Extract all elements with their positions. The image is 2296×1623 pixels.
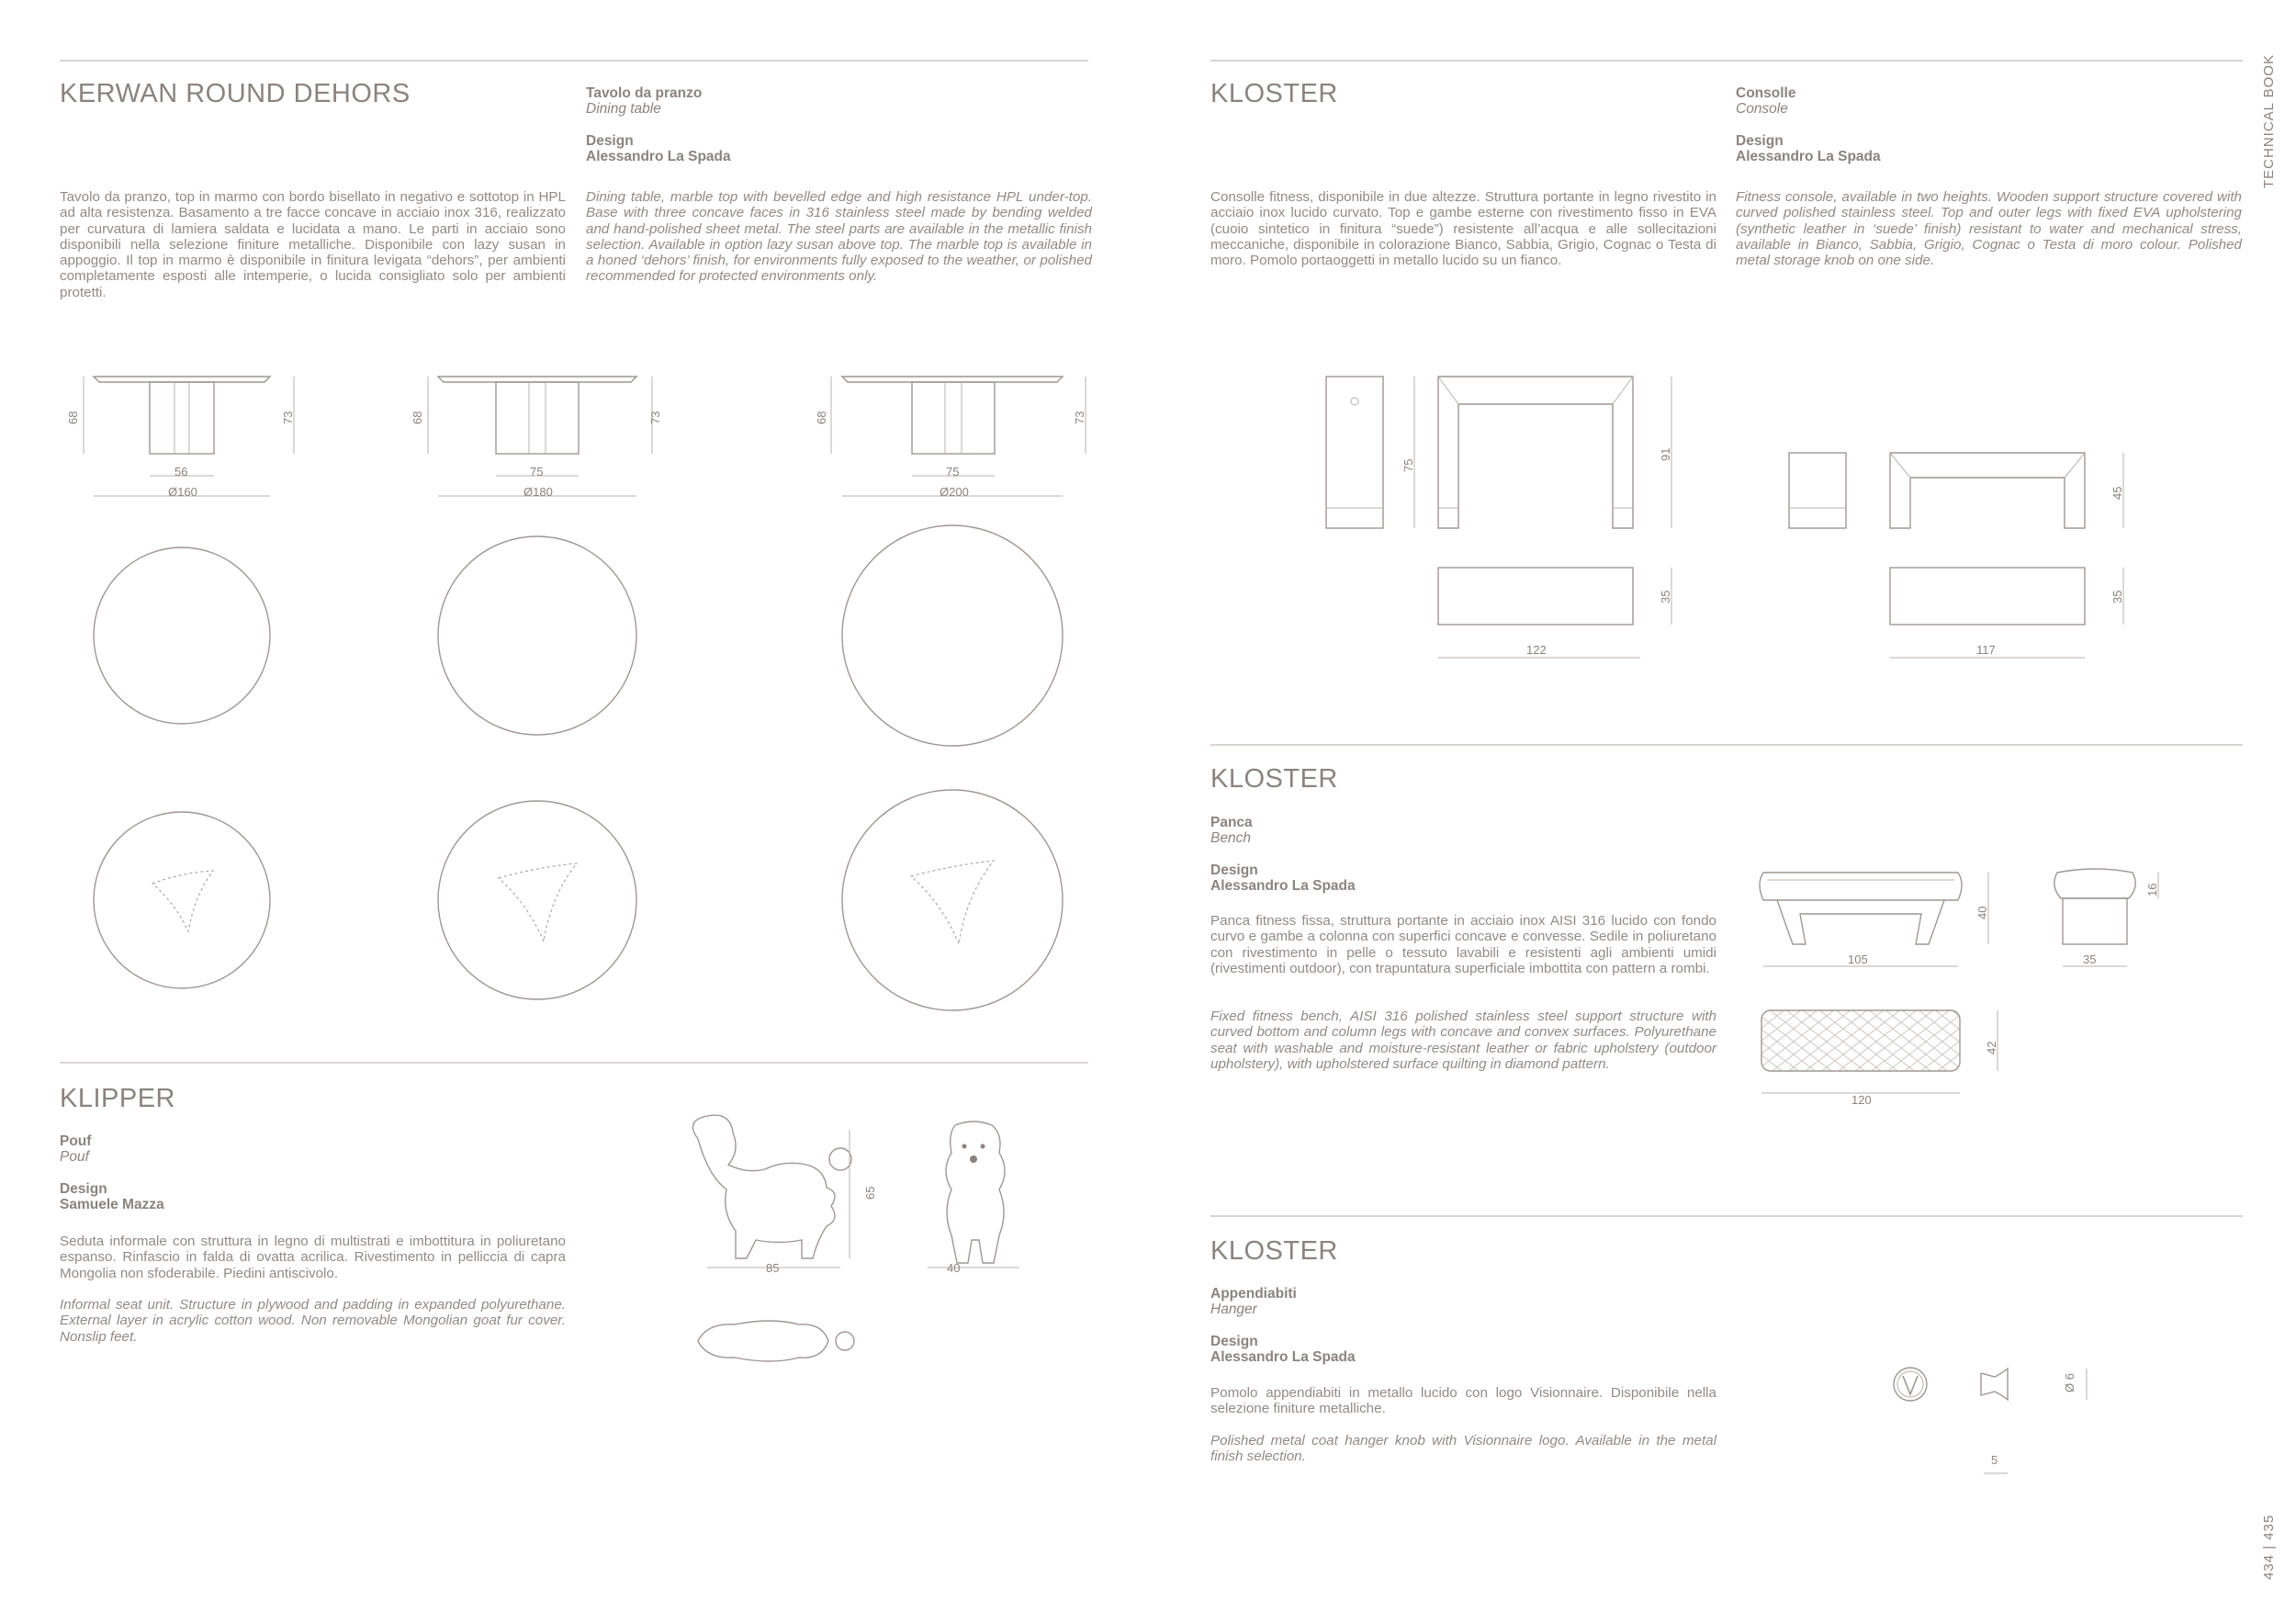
kloster-console-description-it: Consolle fitness, disponibile in due altezze. Struttura portante in legno rivestito in acciaio inox lucido curvato. Top e gambe esterne con rivestimento fisso in EVA (cuoio sintetico in finitura “suede”) resistente all’acqua e alle sollecitazioni meccaniche, disponibile in colorazione Bianco, Sabbia, Grigio, Cognac o Testa di moro. Pomolo portaoggetti in metallo lucido su un fianco. [1210,189,1716,269]
console-tall-width: 122 [1526,643,1547,657]
kerwan-design-label: Design [586,133,634,149]
kerwan-type-it: Tavolo da pranzo [586,85,703,101]
console-tall-depth: 35 [1659,590,1672,603]
bench-top-depth: 42 [1985,1041,1998,1054]
klipper-design-label: Design [60,1181,107,1197]
klipper-type-en: Pouf [60,1149,89,1165]
kerwan-160-height-left: 68 [66,411,80,424]
kerwan-200-base: 75 [946,465,960,479]
kloster-bench-type-en: Bench [1210,830,1251,846]
klipper-description-en: Informal seat unit. Structure in plywood and padding in expanded polyurethane. External layer in acrylic cotton wood. Non removable Mongolian goat fur cover. Nonslip feet. [60,1297,566,1345]
kloster-hanger-design-label: Design [1210,1334,1258,1349]
console-low-front-height: 45 [2110,486,2124,500]
kloster-hanger-description-it: Pomolo appendiabiti in metallo lucido con logo Visionnaire. Disponibile nella selezione finiture metalliche. [1210,1385,1716,1417]
kerwan-200-height-right: 73 [1073,411,1086,424]
console-low-depth: 35 [2110,590,2124,603]
bench-side-width: 35 [2083,952,2097,966]
kerwan-description-en: Dining table, marble top with bevelled edge and high resistance HPL under-top. Base with three concave faces in 316 stainless steel made by bending welded and hand-polished sheet metal. The steel parts are available in the metallic finish selection. Available in option lazy susan above top. The marble top is available in a honed ‘dehors’ finish, for environments fully exposed to the weather, or polished recommended for protected environments only. [586,189,1092,285]
kloster-hanger-type-en: Hanger [1210,1302,1257,1317]
kloster-console-type-en: Console [1736,101,1788,117]
kerwan-160-diameter: Ø160 [168,485,197,499]
bench-front-width: 105 [1848,952,1868,966]
kloster-console-designer: Alessandro La Spada [1736,149,1881,164]
kerwan-designer: Alessandro La Spada [586,149,731,164]
kerwan-180-height-right: 73 [648,411,662,424]
kloster-hanger-title: KLOSTER [1210,1236,1338,1266]
console-tall-side-height: 75 [1401,458,1415,472]
kloster-console-design-label: Design [1736,133,1784,149]
klipper-height: 65 [863,1186,877,1200]
klipper-type-it: Pouf [60,1133,92,1149]
klipper-length: 85 [766,1261,780,1275]
console-tall-front-height: 91 [1659,447,1672,461]
klipper-designer: Samuele Mazza [60,1197,164,1212]
kerwan-160-height-right: 73 [281,411,295,424]
bench-top-width: 120 [1851,1093,1872,1107]
kloster-console-type-it: Consolle [1736,85,1796,101]
bench-front-height: 40 [1975,906,1989,919]
kerwan-160-base: 56 [174,465,188,479]
kerwan-180-height-left: 68 [411,411,424,424]
kerwan-200-height-left: 68 [815,411,828,424]
hanger-diameter: Ø 6 [2063,1373,2077,1392]
kerwan-description-it: Tavolo da pranzo, top in marmo con bordo bisellato in negativo e sottotop in HPL ad alta resistenza. Basamento a tre facce concave in acciaio inox 316, realizzato per curvatura di lamiera saldata e lucidata a mano. Le parti in acciaio sono disponibili nella selezione finiture metalliche. Disponibile con lazy susan in appoggio. Il top in marmo è disponibile in finitura levigata “dehors”, per ambienti completamente esposti alle intemperie, o lucida consigliato solo per ambienti protetti. [60,189,566,300]
hanger-front-view [1894,1368,1927,1401]
kloster-console-title: KLOSTER [1210,79,1338,108]
bench-side-height: 16 [2145,883,2159,896]
kloster-bench-type-it: Panca [1210,815,1253,830]
console-low-width: 117 [1976,643,1996,657]
kerwan-type-en: Dining table [586,101,661,117]
klipper-title: KLIPPER [60,1084,175,1113]
kloster-bench-description-en: Fixed fitness bench, AISI 316 polished stainless steel support structure with curved bottom and column legs with concave and convex surfaces. Polyurethane seat with washable and moisture-resistant leather or fabric upholstery (outdoor upholstery), with upholstered surface quilting in diamond pattern. [1210,1009,1716,1072]
hanger-depth: 5 [1991,1453,1998,1467]
klipper-width: 40 [947,1261,961,1275]
kerwan-180-base: 75 [530,465,544,479]
kloster-hanger-designer: Alessandro La Spada [1210,1349,1356,1365]
kerwan-200-diameter: Ø200 [940,485,969,499]
klipper-description-it: Seduta informale con struttura in legno di multistrati e imbottitura in poliuretano espanso. Rinfascio in falda di ovatta acrilica. Rivestimento in pelliccia di capra Mongolia non sfoderabile. Piedini antiscivolo. [60,1234,566,1281]
kloster-bench-description-it: Panca fitness fissa, struttura portante in acciaio inox AISI 316 lucido con fondo curvo e gambe a colonna con superfici concave e convesse. Sedile in poliuretano con rivestimento in pelle o tessuto lavabili e resistenti agli ambienti umidi (rivestimenti outdoor), con trapuntatura superficiale imbottita con pattern a rombi. [1210,913,1716,976]
kerwan-title: KERWAN ROUND DEHORS [60,79,411,108]
kloster-bench-title: KLOSTER [1210,764,1338,794]
technical-book-label: TECHNICAL BOOK [2261,54,2277,188]
kloster-console-description-en: Fitness console, available in two heights. Wooden support structure covered with curved polished stainless steel. Top and outer legs with fixed EVA upholstering (synthetic leather in ‘suede’ finish) resistant to water and mechanical stress, available in Bianco, Sabbia, Grigio, Cognac o Testa di moro colour. Polished metal storage knob on one side. [1736,189,2242,269]
kerwan-180-diameter: Ø180 [523,485,553,499]
kloster-hanger-type-it: Appendiabiti [1210,1286,1297,1302]
kloster-bench-designer: Alessandro La Spada [1210,878,1356,894]
kloster-bench-design-label: Design [1210,862,1258,878]
page-numbers: 434 | 435 [2261,1514,2277,1580]
kloster-hanger-description-en: Polished metal coat hanger knob with Visionnaire logo. Available in the metal finish selection. [1210,1433,1716,1465]
